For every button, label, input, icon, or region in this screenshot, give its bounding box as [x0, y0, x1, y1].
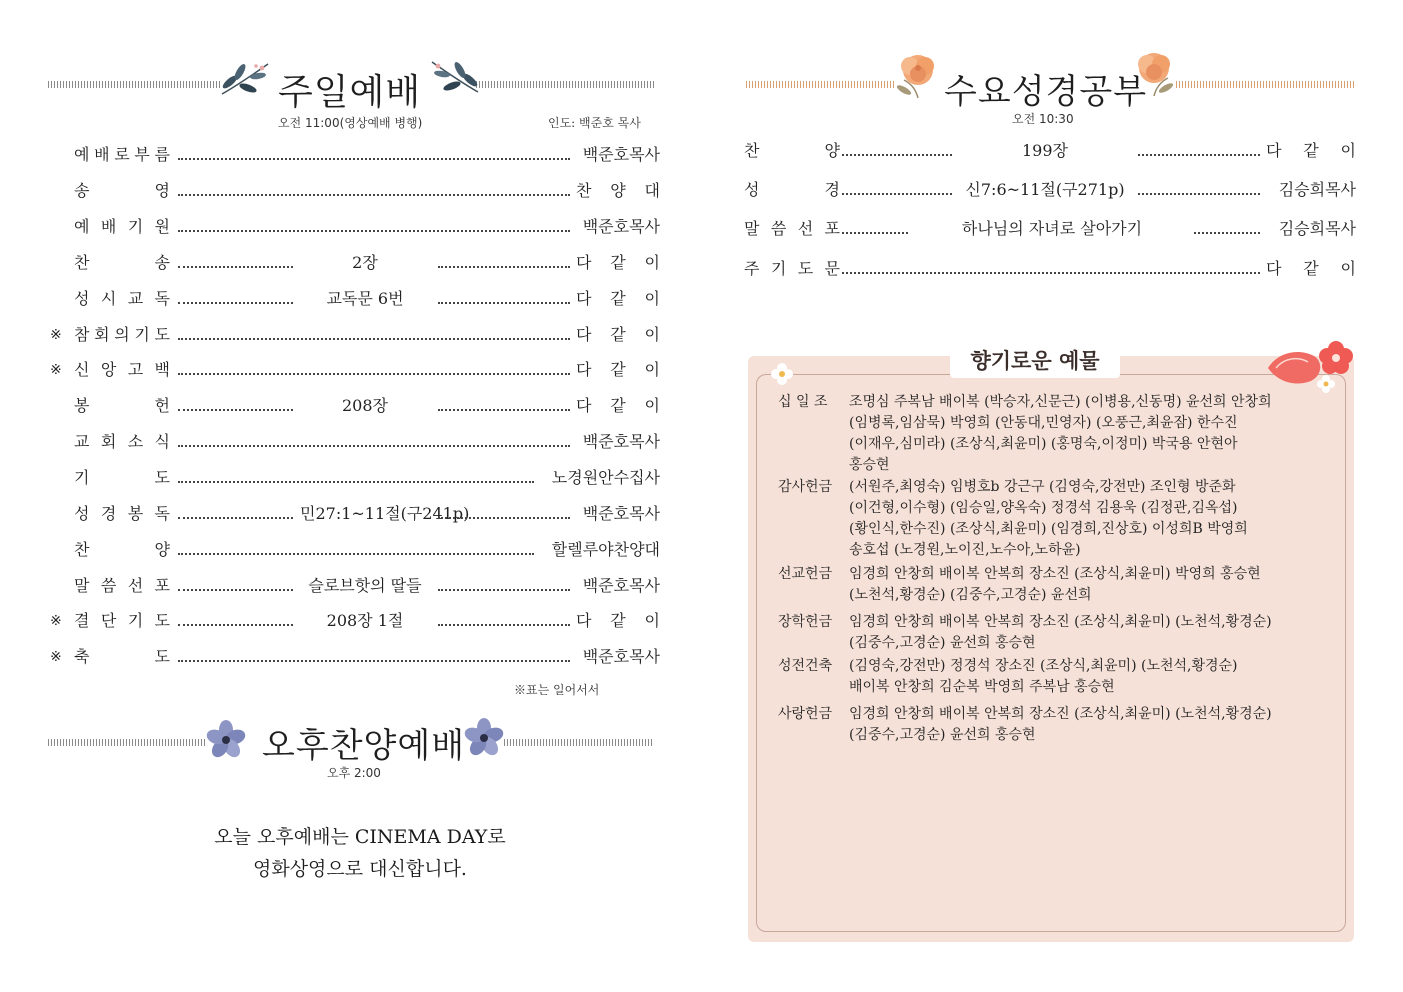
leader-dots	[178, 314, 570, 340]
worship-order-detail: 208장	[342, 396, 388, 415]
worship-order-label: 성 시 교 독	[74, 289, 170, 308]
leaf-sprig-icon	[218, 56, 274, 102]
worship-order-row	[50, 609, 660, 633]
worship-order-leader: 다 같 이	[576, 253, 660, 272]
leader-dots	[438, 493, 570, 519]
study-order-row	[744, 178, 1356, 202]
offering-names-line: (이재우,심미라) (조상식,최윤미) (홍명숙,이정미) 박국용 안현아	[849, 436, 1238, 452]
leader-dots	[1194, 208, 1260, 234]
study-order-detail: 하나님의 자녀로 살아가기	[961, 219, 1143, 238]
standing-mark: ※	[50, 362, 62, 378]
divider-line	[1176, 81, 1354, 88]
leader-dots	[438, 385, 570, 411]
leader-dots	[842, 169, 952, 195]
leader-dots	[178, 636, 570, 662]
offering-names-line: (김중수,고경순) 윤선희 홍승현	[849, 727, 1036, 743]
blue-flower-icon	[204, 720, 248, 760]
worship-order-leader: 백준호목사	[582, 647, 660, 666]
wednesday-title: 수요성경공부	[944, 72, 1148, 112]
offering-names-line: 임경희 안창희 배이복 안복희 장소진 (조상식,최윤미) (노천석,황경순)	[849, 706, 1272, 722]
offering-names-line: 조명심 주복남 배이복 (박승자,신문근) (이병용,신동명) 윤선희 안창희	[849, 394, 1272, 410]
wednesday-time: 오전 10:30	[1012, 112, 1074, 126]
worship-order-row	[50, 323, 660, 347]
worship-order-detail: 교독문 6번	[326, 289, 404, 308]
offering-names-line: (임병록,임삼묵) 박영희 (안동대,민영자) (오풍근,최윤잠) 한수진	[849, 415, 1238, 431]
standing-mark: ※	[50, 613, 62, 629]
worship-order-label: 결 단 기 도	[74, 611, 170, 630]
worship-order-label: 참 회 의 기 도	[74, 325, 170, 344]
standing-note: ※표는 일어서서	[514, 683, 600, 697]
worship-order-leader: 할렐루야찬양대	[551, 540, 660, 559]
worship-order-label: 찬 양	[74, 540, 170, 559]
leader-dots	[178, 278, 293, 304]
sunday-time: 오전 11:00(영상예배 병행)	[278, 116, 423, 130]
leader-dots	[842, 248, 1260, 274]
sunday-leader: 인도: 백준호 목사	[548, 116, 641, 130]
study-order-label: 주 기 도 문	[744, 259, 840, 278]
divider-line	[48, 739, 206, 746]
leader-dots	[178, 134, 570, 160]
offering-type-label: 선교헌금	[778, 566, 833, 582]
leader-dots	[438, 600, 570, 626]
divider-line	[504, 739, 654, 746]
worship-order-row	[50, 538, 660, 562]
leader-dots	[178, 457, 534, 483]
worship-order-leader: 백준호목사	[582, 504, 660, 523]
offering-names-line: 송호섭 (노경원,노이진,노수아,노하윤)	[849, 542, 1081, 558]
worship-order-leader: 다 같 이	[576, 325, 660, 344]
afternoon-time: 오후 2:00	[327, 766, 381, 780]
leader-dots	[178, 600, 293, 626]
white-flower-icon	[768, 360, 796, 388]
leader-dots	[438, 242, 570, 268]
leader-dots	[438, 565, 570, 591]
worship-order-row	[50, 179, 660, 203]
leader-dots	[178, 385, 293, 411]
afternoon-notice-line1: 오늘 오후예배는 CINEMA DAY로	[214, 826, 506, 848]
offering-names-line: (서원주,최영숙) 임병호b 강근구 (김영숙,강전만) 조인형 방준화	[849, 479, 1236, 495]
worship-order-label: 말 씀 선 포	[74, 576, 170, 595]
study-order-leader: 다 같 이	[1266, 259, 1356, 278]
afternoon-title: 오후찬양예배	[262, 726, 466, 766]
leader-dots	[842, 208, 908, 234]
leader-dots	[178, 493, 293, 519]
study-order-detail: 199장	[1022, 141, 1068, 160]
blue-flower-icon	[462, 718, 506, 758]
study-order-label: 말 씀 선 포	[744, 219, 840, 238]
worship-order-label: 성 경 봉 독	[74, 504, 170, 523]
worship-order-label: 축 도	[74, 647, 170, 666]
worship-order-leader: 다 같 이	[576, 611, 660, 630]
worship-order-leader: 백준호목사	[582, 217, 660, 236]
worship-order-leader: 백준호목사	[582, 432, 660, 451]
worship-order-row	[50, 251, 660, 275]
worship-order-detail: 민27:1~11절(구241p)	[300, 504, 470, 523]
leader-dots	[178, 565, 293, 591]
afternoon-notice-line2: 영화상영으로 대신합니다.	[253, 858, 467, 880]
worship-order-leader: 찬 양 대	[576, 181, 660, 200]
worship-order-detail: 2장	[352, 253, 378, 272]
study-order-leader: 김승희목사	[1278, 180, 1356, 199]
worship-order-label: 봉 헌	[74, 396, 170, 415]
leader-dots	[178, 529, 534, 555]
offering-type-label: 감사헌금	[778, 479, 833, 495]
worship-order-leader: 백준호목사	[582, 576, 660, 595]
worship-order-label: 신 앙 고 백	[74, 360, 170, 379]
standing-mark: ※	[50, 649, 62, 665]
worship-order-row	[50, 143, 660, 167]
worship-order-detail: 슬로브핫의 딸들	[308, 576, 422, 595]
worship-order-label: 예 배 로 부 름	[74, 145, 170, 164]
leader-dots	[178, 349, 570, 375]
leader-dots	[178, 421, 570, 447]
offering-names-line: (노천석,황경순) (김중수,고경순) 윤선희	[849, 587, 1092, 603]
divider-line	[746, 81, 896, 88]
leader-dots	[1138, 169, 1260, 195]
leader-dots	[178, 206, 570, 232]
offering-type-label: 성전건축	[778, 658, 833, 674]
offering-type-label: 사랑헌금	[778, 706, 833, 722]
worship-order-leader: 백준호목사	[582, 145, 660, 164]
leader-dots	[842, 130, 952, 156]
worship-order-label: 송 영	[74, 181, 170, 200]
study-order-row	[744, 257, 1356, 281]
worship-order-row	[50, 215, 660, 239]
worship-order-row	[50, 287, 660, 311]
study-order-detail: 신7:6~11절(구271p)	[965, 180, 1125, 199]
worship-order-leader: 다 같 이	[576, 360, 660, 379]
worship-order-leader: 다 같 이	[576, 396, 660, 415]
leader-dots	[1138, 130, 1260, 156]
offering-names-line: 임경희 안창희 배이복 안복희 장소진 (조상식,최윤미) (노천석,황경순)	[849, 614, 1272, 630]
offering-names-line: 배이복 안창희 김순복 박영희 주복남 홍승현	[849, 679, 1115, 695]
standing-mark: ※	[50, 327, 62, 343]
offerings-title: 향기로운 예물	[950, 344, 1120, 378]
offering-names-line: (이건형,이수형) (임승일,양옥숙) 정경석 김용욱 (김정관,김옥섭)	[849, 500, 1238, 516]
offering-type-label: 십 일 조	[778, 394, 828, 410]
worship-order-label: 찬 송	[74, 253, 170, 272]
leader-dots	[438, 278, 570, 304]
worship-order-row	[50, 358, 660, 382]
study-order-row	[744, 139, 1356, 163]
divider-line	[48, 81, 220, 88]
worship-order-row	[50, 502, 660, 526]
leader-dots	[178, 242, 293, 268]
offering-type-label: 장학헌금	[778, 614, 833, 630]
worship-order-row	[50, 430, 660, 454]
worship-order-label: 기 도	[74, 468, 170, 487]
study-order-row	[744, 217, 1356, 241]
offering-names-line: (황인식,한수진) (조상식,최윤미) (임경희,진상호) 이성희B 박영희	[849, 521, 1248, 537]
study-order-leader: 김승희목사	[1278, 219, 1356, 238]
study-order-leader: 다 같 이	[1266, 141, 1356, 160]
leaf-sprig-icon	[426, 54, 482, 100]
worship-order-row	[50, 645, 660, 669]
divider-line	[476, 81, 654, 88]
study-order-label: 찬 양	[744, 141, 840, 160]
worship-order-label: 예 배 기 원	[74, 217, 170, 236]
worship-order-label: 교 회 소 식	[74, 432, 170, 451]
offering-names-line: 임경희 안창희 배이복 안복희 장소진 (조상식,최윤미) 박영희 홍승현	[849, 566, 1261, 582]
pink-flower-icon	[1268, 338, 1364, 398]
offering-names-line: (김중수,고경순) 윤선희 홍승현	[849, 635, 1036, 651]
sunday-title: 주일예배	[278, 72, 422, 113]
worship-order-row	[50, 394, 660, 418]
peach-flower-icon	[894, 50, 942, 102]
worship-order-detail: 208장 1절	[326, 611, 404, 630]
offering-names-line: 홍승현	[849, 457, 890, 473]
study-order-label: 성 경	[744, 180, 840, 199]
offering-names-line: (김영숙,강전만) 정경석 장소진 (조상식,최윤미) (노천석,황경순)	[849, 658, 1238, 674]
leader-dots	[178, 170, 570, 196]
worship-order-leader: 다 같 이	[576, 289, 660, 308]
worship-order-row	[50, 574, 660, 598]
worship-order-leader: 노경원안수집사	[551, 468, 660, 487]
worship-order-row	[50, 466, 660, 490]
